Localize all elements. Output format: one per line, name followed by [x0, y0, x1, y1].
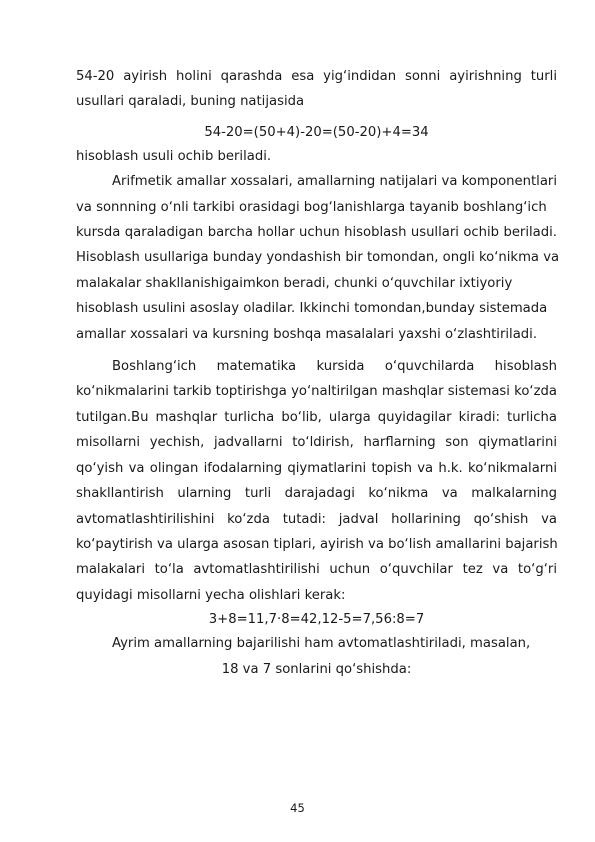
text-line: avtomatlashtirilishini ko‘zda tutadi: jadval hollarining qo‘shish va — [76, 511, 557, 527]
text-line: Boshlang‘ich matematika kursida o‘quvchilarda hisoblash — [112, 359, 557, 375]
page-body — [76, 64, 560, 682]
paragraph-1 — [76, 64, 557, 115]
text-line: amallar xossalari va kursning boshqa masalalari yaxshi o‘zlashtiriladi. — [76, 326, 538, 342]
paragraph-2 — [76, 169, 560, 347]
text-line: misollarni yechish, jadvallarni to‘ldirish, harflarning son qiymatlarini — [76, 435, 557, 451]
text-line: ko‘nikmalarini tarkib toptirishga yo‘naltirilgan mashqlar sistemasi ko‘zda — [76, 384, 557, 400]
text-line: ko‘paytirish va ularga asosan tiplari, ayirish va bo‘lish amallarini bajarish — [76, 536, 558, 552]
text-line: 18 va 7 sonlarini qo‘shishda: — [221, 661, 412, 677]
text-line: qo‘yish va olingan ifodalarning qiymatlarini topish va h.k. ko‘nikmalarni — [76, 460, 557, 476]
text-line: malakalar shakllanishigaimkon beradi, chunki o‘quvchilar ixtiyoriy — [76, 275, 513, 291]
formula-2: 3+8=11,7·8=42,12-5=7,56:8=7 — [208, 612, 425, 628]
text-line: Hisoblash usullariga bunday yondashish bir tomondan, ongli ko‘nikma va — [76, 250, 560, 266]
text-line: hisoblash usulini asoslay oladilar. Ikkinchi tomondan,bunday sistemada — [76, 301, 548, 317]
text-line: va sonnning o‘nli tarkibi orasidagi bog‘lanishlarga tayanib boshlang‘ich — [76, 199, 547, 215]
paragraph-3 — [76, 354, 557, 608]
text-line: usullari qaraladi, buning natijasida — [76, 94, 305, 110]
text-line: tutilgan.Bu mashqlar turlicha bo‘lib, ularga quyidagilar kiradi: turlicha — [76, 409, 557, 425]
text-line: hisoblash usuli ochib beriladi. — [76, 148, 272, 164]
text-line: malakalari to‘la avtomatlashtirilishi uchun o‘quvchilar tez va to‘g‘ri — [76, 562, 557, 578]
paragraph-4 — [76, 631, 557, 682]
formula-1: 54-20=(50+4)-20=(50-20)+4=34 — [204, 124, 429, 140]
paragraph-1-end — [76, 144, 557, 169]
page-number: 45 — [290, 801, 305, 815]
text-line: kursda qaraladigan barcha hollar uchun hisoblash usullari ochib beriladi. — [76, 225, 557, 241]
text-line: 54-20 ayirish holini qarashda esa yig‘indidan sonni ayirishning turli — [76, 69, 557, 84]
text-line: quyidagi misollarni yecha olishlari kerak: — [76, 587, 346, 603]
text-line: Arifmetik amallar xossalari, amallarning natijalari va komponentlari — [112, 174, 557, 190]
text-line: Ayrim amallarning bajarilishi ham avtomatlashtiriladi, masalan, — [112, 636, 531, 652]
text-line: shakllantirish ularning turli darajadagi ko‘nikma va malkalarning — [76, 486, 557, 502]
